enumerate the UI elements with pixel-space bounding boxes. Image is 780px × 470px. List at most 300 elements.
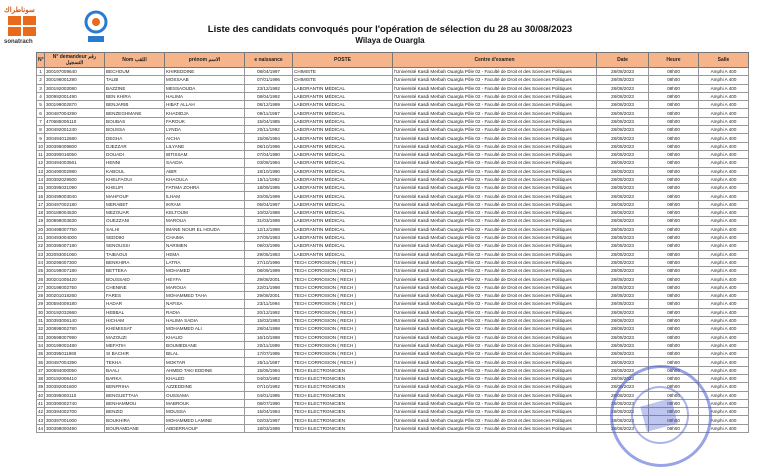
table-cell: BOURAMDANE	[105, 424, 165, 432]
table-cell: CHIMISTE	[293, 76, 393, 84]
table-cell: l'Université Kasdi Merbah Ouargla Pôle 02 - Faculté de Droit et des Sciences Politiques	[393, 300, 597, 308]
table-cell: 300493004000	[45, 233, 105, 241]
table-cell: OUEZZANI	[105, 217, 165, 225]
column-header: Salle	[699, 53, 749, 68]
table-cell: Amphi A 400	[699, 142, 749, 150]
table-cell: TECH CORROSION ( RECH )	[293, 275, 393, 283]
table-cell: l'Université Kasdi Merbah Ouargla Pôle 02 - Faculté de Droit et des Sciences Politiques	[393, 416, 597, 424]
table-cell: 28/08/2023	[597, 300, 649, 308]
table-cell: BOUMEDIANE	[165, 341, 245, 349]
table-cell: LABORANTIN MÉDICAL	[293, 109, 393, 117]
table-cell: MESSAOUDA	[165, 84, 245, 92]
table-cell: DJEZZAR	[105, 142, 165, 150]
table-cell: 3	[37, 84, 45, 92]
table-cell: 28/08/2023	[597, 374, 649, 382]
table-cell: 28/08/2023	[597, 101, 649, 109]
table-cell: 28/08/2023	[597, 283, 649, 291]
table-cell: 31/03/1998	[245, 217, 293, 225]
table-cell: 300392029500	[45, 175, 105, 183]
table-cell: LABORANTIN MÉDICAL	[293, 200, 393, 208]
table-cell: l'Université Kasdi Merbah Ouargla Pôle 02 - Faculté de Droit et des Sciences Politiques	[393, 308, 597, 316]
table-cell: BOUKHIRA	[105, 416, 165, 424]
table-cell: l'Université Kasdi Merbah Ouargla Pôle 02 - Faculté de Droit et des Sciences Politiques	[393, 159, 597, 167]
table-cell: Amphi A 400	[699, 408, 749, 416]
table-cell: Amphi A 400	[699, 366, 749, 374]
table-cell: Amphi A 400	[699, 68, 749, 76]
table-cell: 08h00	[649, 126, 699, 134]
table-cell: HENNI	[105, 159, 165, 167]
table-cell: 08h00	[649, 192, 699, 200]
table-cell: TECH CORROSION ( RECH )	[293, 325, 393, 333]
table-cell: l'Université Kasdi Merbah Ouargla Pôle 02 - Faculté de Droit et des Sciences Politiques	[393, 142, 597, 150]
table-cell: 1	[37, 68, 45, 76]
table-cell: MOHAMMED LAMINE	[165, 416, 245, 424]
table-cell: BECHOUM	[105, 68, 165, 76]
table-cell: 28/08/2023	[597, 358, 649, 366]
table-cell: 08h00	[649, 242, 699, 250]
table-cell: l'Université Kasdi Merbah Ouargla Pôle 02 - Faculté de Droit et des Sciences Politiques	[393, 117, 597, 125]
table-cell: LABORANTIN MÉDICAL	[293, 209, 393, 217]
table-cell: 300594000050	[45, 366, 105, 374]
table-cell: ABDERRAOUF	[165, 424, 245, 432]
table-row	[37, 225, 749, 233]
table-cell: 08h00	[649, 283, 699, 291]
table-cell: 08h00	[649, 350, 699, 358]
table-cell: 26	[38, 276, 44, 282]
table-cell: TECH ELECTRONICIEN	[293, 424, 393, 432]
table-cell: SENOUSSI	[105, 242, 165, 250]
table-cell: l'Université Kasdi Merbah Ouargla Pôle 02 - Faculté de Droit et des Sciences Politiques	[393, 408, 597, 416]
table-cell: 13	[38, 168, 44, 174]
table-cell: HEBBAL	[105, 308, 165, 316]
table-row	[37, 92, 749, 100]
table-cell: BENGUETTAIA	[105, 391, 165, 399]
table-cell: LABORANTIN MÉDICAL	[293, 142, 393, 150]
table-cell: Amphi A 400	[699, 341, 749, 349]
table-cell: Amphi A 400	[699, 283, 749, 291]
table-row	[37, 292, 749, 300]
table-cell: Amphi A 400	[699, 416, 749, 424]
table-cell: BENZEGHMANE	[105, 109, 165, 117]
table-cell: Amphi A 400	[699, 192, 749, 200]
table-cell: 20/12/1992	[245, 308, 293, 316]
table-cell: 03/08/1994	[245, 159, 293, 167]
table-cell: 9	[37, 134, 45, 142]
table-cell: Amphi A 400	[699, 242, 749, 250]
table-row	[37, 341, 749, 349]
table-cell: 28/08/2023	[597, 150, 649, 158]
table-cell: BOUSSA	[105, 126, 165, 134]
table-cell: 300598007990	[45, 333, 105, 341]
table-cell: l'Université Kasdi Merbah Ouargla Pôle 02 - Faculté de Droit et des Sciences Politiques	[393, 283, 597, 291]
table-cell: 28/08/2023	[597, 225, 649, 233]
table-cell: 38	[38, 376, 44, 382]
table-cell: SAADIA	[165, 159, 245, 167]
table-cell: Amphi A 400	[699, 292, 749, 300]
table-cell: 20/05/1999	[245, 192, 293, 200]
table-cell: 300898003630	[45, 217, 105, 225]
table-cell: 08h00	[649, 250, 699, 258]
table-cell: 08h00	[649, 267, 699, 275]
table-row	[37, 217, 749, 225]
table-cell: Amphi A 400	[699, 117, 749, 125]
table-cell: TAIBAOUI	[105, 250, 165, 258]
table-cell: l'Université Kasdi Merbah Ouargla Pôle 02 - Faculté de Droit et des Sciences Politiques	[393, 184, 597, 192]
table-cell: 18/09/1995	[245, 184, 293, 192]
table-cell: 20	[38, 226, 44, 232]
table-cell: l'Université Kasdi Merbah Ouargla Pôle 02 - Faculté de Droit et des Sciences Politiques	[393, 84, 597, 92]
table-row	[37, 209, 749, 217]
table-cell: TECH CORROSION ( RECH )	[293, 267, 393, 275]
table-cell: 08h00	[649, 358, 699, 366]
table-cell: KHALED	[165, 374, 245, 382]
table-cell: SEDDIKI	[105, 233, 165, 241]
table-cell: l'Université Kasdi Merbah Ouargla Pôle 02 - Faculté de Droit et des Sciences Politiques	[393, 391, 597, 399]
table-cell: 08h00	[649, 275, 699, 283]
table-cell: 300492001240	[45, 126, 105, 134]
table-cell: MEFATIH	[105, 341, 165, 349]
table-cell: 08h00	[649, 316, 699, 324]
table-cell: 08h00	[649, 408, 699, 416]
column-header: e naissance	[245, 53, 293, 68]
table-cell: 300198002750	[45, 283, 105, 291]
table-cell: MABROUK	[165, 399, 245, 407]
table-cell: TECH ELECTRONICIEN	[293, 366, 393, 374]
table-cell: 19	[38, 218, 44, 224]
table-cell: LABORANTIN MÉDICAL	[293, 184, 393, 192]
table-cell: TECH ELECTRONICIEN	[293, 391, 393, 399]
table-cell: 40	[38, 392, 44, 398]
table-cell: 300594009180	[45, 300, 105, 308]
table-cell: 08h00	[649, 175, 699, 183]
table-cell: Amphi A 400	[699, 167, 749, 175]
table-cell: 8	[37, 126, 45, 134]
table-cell: 20/11/1999	[245, 341, 293, 349]
table-row	[37, 76, 749, 84]
table-cell: Amphi A 400	[699, 391, 749, 399]
table-cell: 300395011960	[45, 350, 105, 358]
column-header: Centre d'examen	[393, 53, 597, 68]
table-cell: Amphi A 400	[699, 209, 749, 217]
column-header: Date	[597, 53, 649, 68]
table-cell: MOHAMMED ALI	[165, 325, 245, 333]
table-cell: Amphi A 400	[699, 399, 749, 407]
table-cell: 28/08/2023	[597, 200, 649, 208]
table-cell: 08h00	[649, 399, 699, 407]
table-cell: TECH ELECTRONICIEN	[293, 408, 393, 416]
table-cell: MOUSSA	[165, 408, 245, 416]
table-cell: BENKHIRA	[105, 258, 165, 266]
table-cell: AHMED TAKI EDDINE	[165, 366, 245, 374]
table-cell: l'Université Kasdi Merbah Ouargla Pôle 02 - Faculté de Droit et des Sciences Politiques	[393, 101, 597, 109]
table-cell: MAROUA	[165, 217, 245, 225]
table-cell: l'Université Kasdi Merbah Ouargla Pôle 02 - Faculté de Droit et des Sciences Politiques	[393, 242, 597, 250]
table-cell: 28/08/2023	[597, 292, 649, 300]
table-cell: 23/11/1994	[245, 300, 293, 308]
table-cell: TECH CORROSION ( RECH )	[293, 341, 393, 349]
table-cell: TECH CORROSION ( RECH )	[293, 333, 393, 341]
table-cell: IBTISSAM	[165, 150, 245, 158]
table-cell: MAROUA	[165, 283, 245, 291]
table-cell: l'Université Kasdi Merbah Ouargla Pôle 02 - Faculté de Droit et des Sciences Politiques	[393, 109, 597, 117]
table-cell: l'Université Kasdi Merbah Ouargla Pôle 02 - Faculté de Droit et des Sciences Politiques	[393, 76, 597, 84]
table-cell: 09/11/1987	[245, 109, 293, 117]
table-cell: 42	[38, 409, 44, 415]
table-cell: 28/08/2023	[597, 242, 649, 250]
table-cell: 08h00	[649, 68, 699, 76]
table-cell: KABOUL	[105, 167, 165, 175]
table-cell: KELTOUM	[165, 209, 245, 217]
table-cell: 302093001060	[45, 250, 105, 258]
table-cell: KHIREDDINE	[165, 68, 245, 76]
table-cell: 08/12/1999	[245, 101, 293, 109]
table-cell: 23/12/1992	[245, 84, 293, 92]
table-row	[37, 175, 749, 183]
table-cell: 300199002480	[45, 341, 105, 349]
table-cell: MAHFOUF	[105, 192, 165, 200]
table-row	[37, 134, 749, 142]
table-cell: 18	[38, 210, 44, 216]
table-cell: Amphi A 400	[699, 275, 749, 283]
table-cell: 300898002780	[45, 325, 105, 333]
table-cell: Amphi A 400	[699, 84, 749, 92]
table-cell: 28/08/2023	[597, 275, 649, 283]
table-cell: 28/08/2023	[597, 159, 649, 167]
table-cell: 24	[38, 259, 44, 265]
table-row	[37, 267, 749, 275]
table-cell: l'Université Kasdi Merbah Ouargla Pôle 02 - Faculté de Droit et des Sciences Politiques	[393, 150, 597, 158]
table-cell: 15/06/1994	[245, 134, 293, 142]
table-cell: 300396009800	[45, 142, 105, 150]
table-cell: FATIMA ZOHRA	[165, 184, 245, 192]
table-cell: AICHA	[165, 134, 245, 142]
table-cell: l'Université Kasdi Merbah Ouargla Pôle 02 - Faculté de Droit et des Sciences Politiques	[393, 325, 597, 333]
column-header: N° demandeur رقم التسجيل	[45, 53, 105, 68]
table-cell: 300394002700	[45, 408, 105, 416]
table-cell: l'Université Kasdi Merbah Ouargla Pôle 02 - Faculté de Droit et des Sciences Politiques	[393, 200, 597, 208]
table-cell: 7	[37, 117, 45, 125]
table-cell: l'Université Kasdi Merbah Ouargla Pôle 02 - Faculté de Droit et des Sciences Politiques	[393, 225, 597, 233]
table-cell: BILAL	[165, 350, 245, 358]
table-cell: l'Université Kasdi Merbah Ouargla Pôle 02 - Faculté de Droit et des Sciences Politiques	[393, 316, 597, 324]
table-cell: 300487004390	[45, 358, 105, 366]
table-cell: 08h00	[649, 300, 699, 308]
table-cell: TECH ELECTRONICIEN	[293, 383, 393, 391]
table-cell: Amphi A 400	[699, 184, 749, 192]
table-cell: 18/03/1998	[245, 424, 293, 432]
table-cell: 15/03/1993	[245, 316, 293, 324]
table-cell: Amphi A 400	[699, 159, 749, 167]
table-cell: ABIR	[165, 167, 245, 175]
table-cell: l'Université Kasdi Merbah Ouargla Pôle 02 - Faculté de Droit et des Sciences Politiques	[393, 233, 597, 241]
table-cell: FARES	[105, 292, 165, 300]
logo-name-text: sonatrach	[4, 39, 33, 45]
table-cell: NARIMEN	[165, 242, 245, 250]
table-cell: Amphi A 400	[699, 233, 749, 241]
table-cell: 08h00	[649, 101, 699, 109]
table-cell: LABORANTIN MÉDICAL	[293, 167, 393, 175]
table-cell: 300395031090	[45, 184, 105, 192]
table-cell: l'Université Kasdi Merbah Ouargla Pôle 02 - Faculté de Droit et des Sciences Politiques	[393, 258, 597, 266]
table-cell: TECH CORROSION ( RECH )	[293, 292, 393, 300]
table-cell: KHELIFI	[105, 184, 165, 192]
table-cell: 28/08/2023	[597, 117, 649, 125]
table-cell: LABORANTIN MÉDICAL	[293, 192, 393, 200]
table-cell: 28/08/2023	[597, 84, 649, 92]
table-cell: Amphi A 400	[699, 217, 749, 225]
table-cell: 08/10/1996	[245, 142, 293, 150]
table-cell: 28/08/2023	[597, 175, 649, 183]
table-cell: 08h00	[649, 92, 699, 100]
table-cell: 41	[38, 401, 44, 407]
table-cell: KHAOULA	[165, 175, 245, 183]
table-cell: TECH ELECTRONICIEN	[293, 399, 393, 407]
table-cell: LABORANTIN MÉDICAL	[293, 217, 393, 225]
table-cell: BARKA	[105, 374, 165, 382]
table-cell: 32	[38, 326, 44, 332]
table-cell: Amphi A 400	[699, 424, 749, 432]
table-cell: l'Université Kasdi Merbah Ouargla Pôle 02 - Faculté de Droit et des Sciences Politiques	[393, 350, 597, 358]
table-cell: HEMA	[165, 250, 245, 258]
table-cell: 11	[38, 152, 43, 158]
table-cell: HADAR	[105, 300, 165, 308]
table-cell: l'Université Kasdi Merbah Ouargla Pôle 02 - Faculté de Droit et des Sciences Politiques	[393, 209, 597, 217]
table-row	[37, 333, 749, 341]
table-row	[37, 109, 749, 117]
table-cell: CHAIMA	[165, 233, 245, 241]
table-cell: l'Université Kasdi Merbah Ouargla Pôle 02 - Faculté de Droit et des Sciences Politiques	[393, 424, 597, 432]
table-cell: Amphi A 400	[699, 175, 749, 183]
table-cell: MERABET	[105, 200, 165, 208]
table-cell: Amphi A 400	[699, 258, 749, 266]
table-cell: 08h00	[649, 150, 699, 158]
table-cell: 08h00	[649, 341, 699, 349]
table-cell: LABORANTIN MÉDICAL	[293, 225, 393, 233]
table-cell: 28/08/2023	[597, 408, 649, 416]
table-cell: 30	[38, 309, 44, 315]
table-cell: 28/08/2023	[597, 68, 649, 76]
column-header: prénom الاسم	[165, 53, 245, 68]
table-cell: 29	[38, 301, 44, 307]
table-cell: Amphi A 400	[699, 134, 749, 142]
table-cell: 15/04/1994	[245, 408, 293, 416]
table-row	[37, 316, 749, 324]
table-cell: 28/08/2023	[597, 350, 649, 358]
table-cell: 28/08/2023	[597, 258, 649, 266]
table-cell: 28/08/2023	[597, 416, 649, 424]
table-cell: l'Université Kasdi Merbah Ouargla Pôle 02 - Faculté de Droit et des Sciences Politiques	[393, 374, 597, 382]
table-cell: 08h00	[649, 76, 699, 84]
table-cell: 43	[38, 417, 44, 423]
table-cell: 300199007180	[45, 267, 105, 275]
table-cell: Amphi A 400	[699, 92, 749, 100]
table-cell: 10	[38, 143, 44, 149]
table-row	[37, 142, 749, 150]
table-cell: TALBI	[105, 76, 165, 84]
table-cell: AZZEDDINE	[165, 383, 245, 391]
logo-arabic-text: سوناطراك	[4, 7, 35, 14]
table-cell: 08/07/1990	[245, 399, 293, 407]
table-row	[37, 192, 749, 200]
table-cell: 300397001000	[45, 416, 105, 424]
table-cell: 39	[38, 384, 44, 390]
table-cell: CHENINE	[105, 283, 165, 291]
table-cell: 04/01/1995	[245, 391, 293, 399]
table-cell: 12	[38, 160, 44, 166]
table-cell: Amphi A 400	[699, 383, 749, 391]
table-cell: 08h00	[649, 117, 699, 125]
table-cell: l'Université Kasdi Merbah Ouargla Pôle 02 - Faculté de Droit et des Sciences Politiques	[393, 333, 597, 341]
table-cell: TECH CORROSION ( RECH )	[293, 258, 393, 266]
table-cell: LABORANTIN MÉDICAL	[293, 175, 393, 183]
table-cell: BENHAMMOU	[105, 399, 165, 407]
table-cell: 28/08/2023	[597, 267, 649, 275]
table-cell: Amphi A 400	[699, 358, 749, 366]
table-cell: KHADIDJA	[165, 109, 245, 117]
table-cell: 300192032660	[45, 308, 105, 316]
table-cell: l'Université Kasdi Merbah Ouargla Pôle 02 - Faculté de Droit et des Sciences Politiques	[393, 68, 597, 76]
table-cell: 300192003080	[45, 84, 105, 92]
table-cell: 300196001290	[45, 76, 105, 84]
column-header: Nom اللقب	[105, 53, 165, 68]
table-cell: Amphi A 400	[699, 374, 749, 382]
table-cell: LABORANTIN MÉDICAL	[293, 134, 393, 142]
table-cell: Amphi A 400	[699, 300, 749, 308]
table-cell: 300494003561	[45, 159, 105, 167]
table-cell: TECH CORROSION ( RECH )	[293, 350, 393, 358]
table-cell: 05/04/1997	[245, 200, 293, 208]
table-cell: 28/08/2023	[597, 184, 649, 192]
table-cell: LATRA	[165, 258, 245, 266]
table-row	[37, 84, 749, 92]
table-cell: KHELFAOUI	[105, 175, 165, 183]
table-cell: RADIA	[165, 308, 245, 316]
table-cell: BAALI	[105, 366, 165, 374]
table-cell: l'Université Kasdi Merbah Ouargla Pôle 02 - Faculté de Droit et des Sciences Politiques	[393, 92, 597, 100]
table-cell: TECH CORROSION ( RECH )	[293, 308, 393, 316]
table-cell: Amphi A 400	[699, 101, 749, 109]
column-header: Heure	[649, 53, 699, 68]
table-cell: OUSSAMA	[165, 391, 245, 399]
table-cell: BETTEKA	[105, 267, 165, 275]
table-cell: 25	[38, 268, 44, 274]
table-row	[37, 250, 749, 258]
table-cell: 08h00	[649, 184, 699, 192]
table-cell: LABORANTIN MÉDICAL	[293, 126, 393, 134]
table-row	[37, 150, 749, 158]
table-cell: 2	[37, 76, 45, 84]
table-cell: BOUBAS	[105, 117, 165, 125]
table-cell: 08h00	[649, 167, 699, 175]
table-row	[37, 126, 749, 134]
table-cell: LABORANTIN MÉDICAL	[293, 101, 393, 109]
table-cell: 08h00	[649, 325, 699, 333]
table-cell: l'Université Kasdi Merbah Ouargla Pôle 02 - Faculté de Droit et des Sciences Politiques	[393, 167, 597, 175]
table-row	[37, 275, 749, 283]
table-cell: 4	[37, 92, 45, 100]
table-cell: HIBAT ALLAH	[165, 101, 245, 109]
table-cell: 21	[38, 235, 44, 241]
table-cell: KHALID	[165, 333, 245, 341]
table-cell: 28	[38, 293, 44, 299]
table-cell: TECH ELECTRONICIEN	[293, 374, 393, 382]
table-cell: Amphi A 400	[699, 225, 749, 233]
table-cell: 15	[38, 185, 44, 191]
table-cell: 300490002980	[45, 167, 105, 175]
table-cell: 28/08/2023	[597, 308, 649, 316]
table-cell: 28/08/2023	[597, 134, 649, 142]
table-cell: 27/05/1993	[245, 233, 293, 241]
